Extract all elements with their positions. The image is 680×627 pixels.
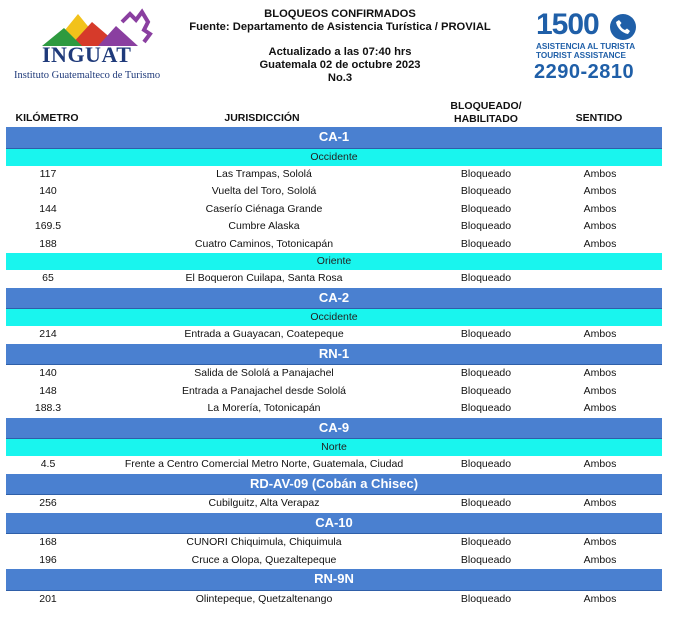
km-cell: 201 bbox=[39, 592, 57, 605]
km-cell: 140 bbox=[39, 367, 57, 379]
direction-cell: Ambos bbox=[583, 220, 617, 232]
direction-cell: Ambos bbox=[583, 384, 617, 397]
table-row bbox=[6, 166, 662, 184]
km-cell: 144 bbox=[39, 202, 57, 215]
km-cell: 188 bbox=[39, 237, 57, 250]
report-header bbox=[180, 8, 500, 85]
status-cell: Bloqueado bbox=[460, 167, 512, 180]
status-cell: Bloqueado bbox=[460, 458, 512, 470]
column-direction: SENTIDO bbox=[575, 112, 623, 124]
km-cell: 256 bbox=[39, 497, 57, 509]
route-header: RN-9N bbox=[6, 569, 662, 591]
route-header: RD-AV-09 (Cobán a Chisec) bbox=[6, 474, 662, 496]
km-cell: 65 bbox=[42, 272, 54, 284]
status-cell: Bloqueado bbox=[460, 402, 512, 414]
report-number: No.3 bbox=[327, 72, 353, 84]
jurisdiction-cell: Caserío Ciénaga Grande bbox=[205, 202, 323, 215]
table-row bbox=[6, 218, 662, 236]
jurisdiction-cell: Las Trampas, Sololá bbox=[216, 167, 312, 180]
direction-cell: Ambos bbox=[583, 553, 617, 566]
route-header: CA-2 bbox=[6, 288, 662, 310]
assistance-phone: 2290-2810 bbox=[534, 61, 635, 83]
jurisdiction-cell: Salida de Sololá a Panajachel bbox=[194, 367, 334, 379]
report-updated: Actualizado a las 07:40 hrs bbox=[268, 46, 412, 58]
direction-header: Oriente bbox=[6, 253, 662, 270]
column-km: KILÓMETRO bbox=[15, 112, 79, 124]
inguat-brand: INGUAT bbox=[42, 42, 132, 67]
status-cell: Bloqueado bbox=[460, 367, 512, 379]
km-cell: 168 bbox=[39, 536, 57, 548]
table-row bbox=[6, 591, 662, 609]
route-header: RN-1 bbox=[6, 344, 662, 366]
direction-cell: Ambos bbox=[583, 237, 617, 250]
report-title: BLOQUEOS CONFIRMADOS bbox=[264, 8, 416, 20]
table-row bbox=[6, 552, 662, 570]
jurisdiction-cell: Cumbre Alaska bbox=[228, 220, 300, 232]
direction-cell: Ambos bbox=[583, 167, 617, 180]
jurisdiction-cell: Cruce a Olopa, Quezaltepeque bbox=[191, 553, 337, 566]
inguat-logo bbox=[12, 8, 177, 84]
status-cell: Bloqueado bbox=[460, 237, 512, 250]
table-row bbox=[6, 534, 662, 552]
column-status-line2: HABILITADO bbox=[454, 113, 518, 125]
phone-icon bbox=[610, 14, 636, 40]
km-cell: 214 bbox=[39, 328, 57, 340]
tourist-assistance-logo bbox=[530, 10, 650, 86]
table-row bbox=[6, 495, 662, 513]
direction-cell: Ambos bbox=[583, 202, 617, 215]
jurisdiction-cell: Cuatro Caminos, Totonicapán bbox=[194, 237, 334, 250]
jurisdiction-cell: Entrada a Panajachel desde Sololá bbox=[181, 384, 347, 397]
km-cell: 4.5 bbox=[40, 458, 56, 470]
jurisdiction-cell: Entrada a Guayacan, Coatepeque bbox=[184, 328, 344, 340]
status-cell: Bloqueado bbox=[460, 220, 512, 232]
direction-header: Occidente bbox=[6, 149, 662, 166]
km-cell: 140 bbox=[39, 185, 57, 197]
status-cell: Bloqueado bbox=[460, 272, 512, 284]
table-row bbox=[6, 326, 662, 344]
direction-cell: Ambos bbox=[583, 497, 617, 509]
table-row bbox=[6, 456, 662, 474]
status-cell: Bloqueado bbox=[460, 592, 512, 605]
direction-cell: Ambos bbox=[583, 328, 617, 340]
direction-cell: Ambos bbox=[583, 367, 617, 379]
table-row bbox=[6, 201, 662, 219]
table-row bbox=[6, 400, 662, 418]
km-cell: 196 bbox=[39, 553, 57, 566]
status-cell: Bloqueado bbox=[460, 202, 512, 215]
direction-cell: Ambos bbox=[583, 402, 617, 414]
column-status bbox=[440, 100, 532, 126]
table-row bbox=[6, 183, 662, 201]
direction-cell: Ambos bbox=[583, 536, 617, 548]
table-row bbox=[6, 270, 662, 288]
status-cell: Bloqueado bbox=[460, 384, 512, 397]
direction-cell: Ambos bbox=[583, 185, 617, 197]
report-source: Fuente: Departamento de Asistencia Turística / PROVIAL bbox=[189, 21, 491, 33]
jurisdiction-cell: Olintepeque, Quetzaltenango bbox=[195, 592, 333, 605]
column-status-line1: BLOQUEADO/ bbox=[450, 100, 522, 112]
jurisdiction-cell: La Morería, Totonicapán bbox=[207, 402, 321, 414]
km-cell: 148 bbox=[39, 384, 57, 397]
km-cell: 117 bbox=[39, 167, 57, 180]
route-header: CA-10 bbox=[6, 513, 662, 535]
table-row bbox=[6, 236, 662, 254]
blockades-table bbox=[6, 127, 662, 608]
assistance-line1: ASISTENCIA AL TURISTA bbox=[536, 42, 636, 51]
jurisdiction-cell: Cubilguitz, Alta Verapaz bbox=[208, 497, 320, 509]
direction-header: Occidente bbox=[6, 309, 662, 326]
status-cell: Bloqueado bbox=[460, 497, 512, 509]
assistance-number: 1500 bbox=[536, 8, 599, 41]
table-row bbox=[6, 383, 662, 401]
route-header: CA-9 bbox=[6, 418, 662, 440]
jurisdiction-cell: CUNORI Chiquimula, Chiquimula bbox=[186, 536, 342, 548]
jurisdiction-cell: Frente a Centro Comercial Metro Norte, Guatemala, Ciudad bbox=[124, 458, 404, 470]
status-cell: Bloqueado bbox=[460, 553, 512, 566]
direction-cell: Ambos bbox=[583, 592, 617, 605]
jurisdiction-cell: El Boqueron Cuilapa, Santa Rosa bbox=[185, 272, 343, 284]
assistance-line2: TOURIST ASSISTANCE bbox=[536, 51, 626, 60]
jurisdiction-cell: Vuelta del Toro, Sololá bbox=[211, 185, 317, 197]
status-cell: Bloqueado bbox=[460, 536, 512, 548]
km-cell: 188.3 bbox=[34, 402, 62, 414]
column-jurisdiction: JURISDICCIÓN bbox=[224, 112, 300, 124]
status-cell: Bloqueado bbox=[460, 185, 512, 197]
report-date: Guatemala 02 de octubre 2023 bbox=[259, 59, 421, 71]
direction-cell: Ambos bbox=[583, 458, 617, 470]
inguat-subtitle: Instituto Guatemalteco de Turismo bbox=[14, 70, 161, 81]
route-header: CA-1 bbox=[6, 127, 662, 149]
table-row bbox=[6, 365, 662, 383]
km-cell: 169.5 bbox=[34, 220, 62, 232]
status-cell: Bloqueado bbox=[460, 328, 512, 340]
direction-header: Norte bbox=[6, 439, 662, 456]
